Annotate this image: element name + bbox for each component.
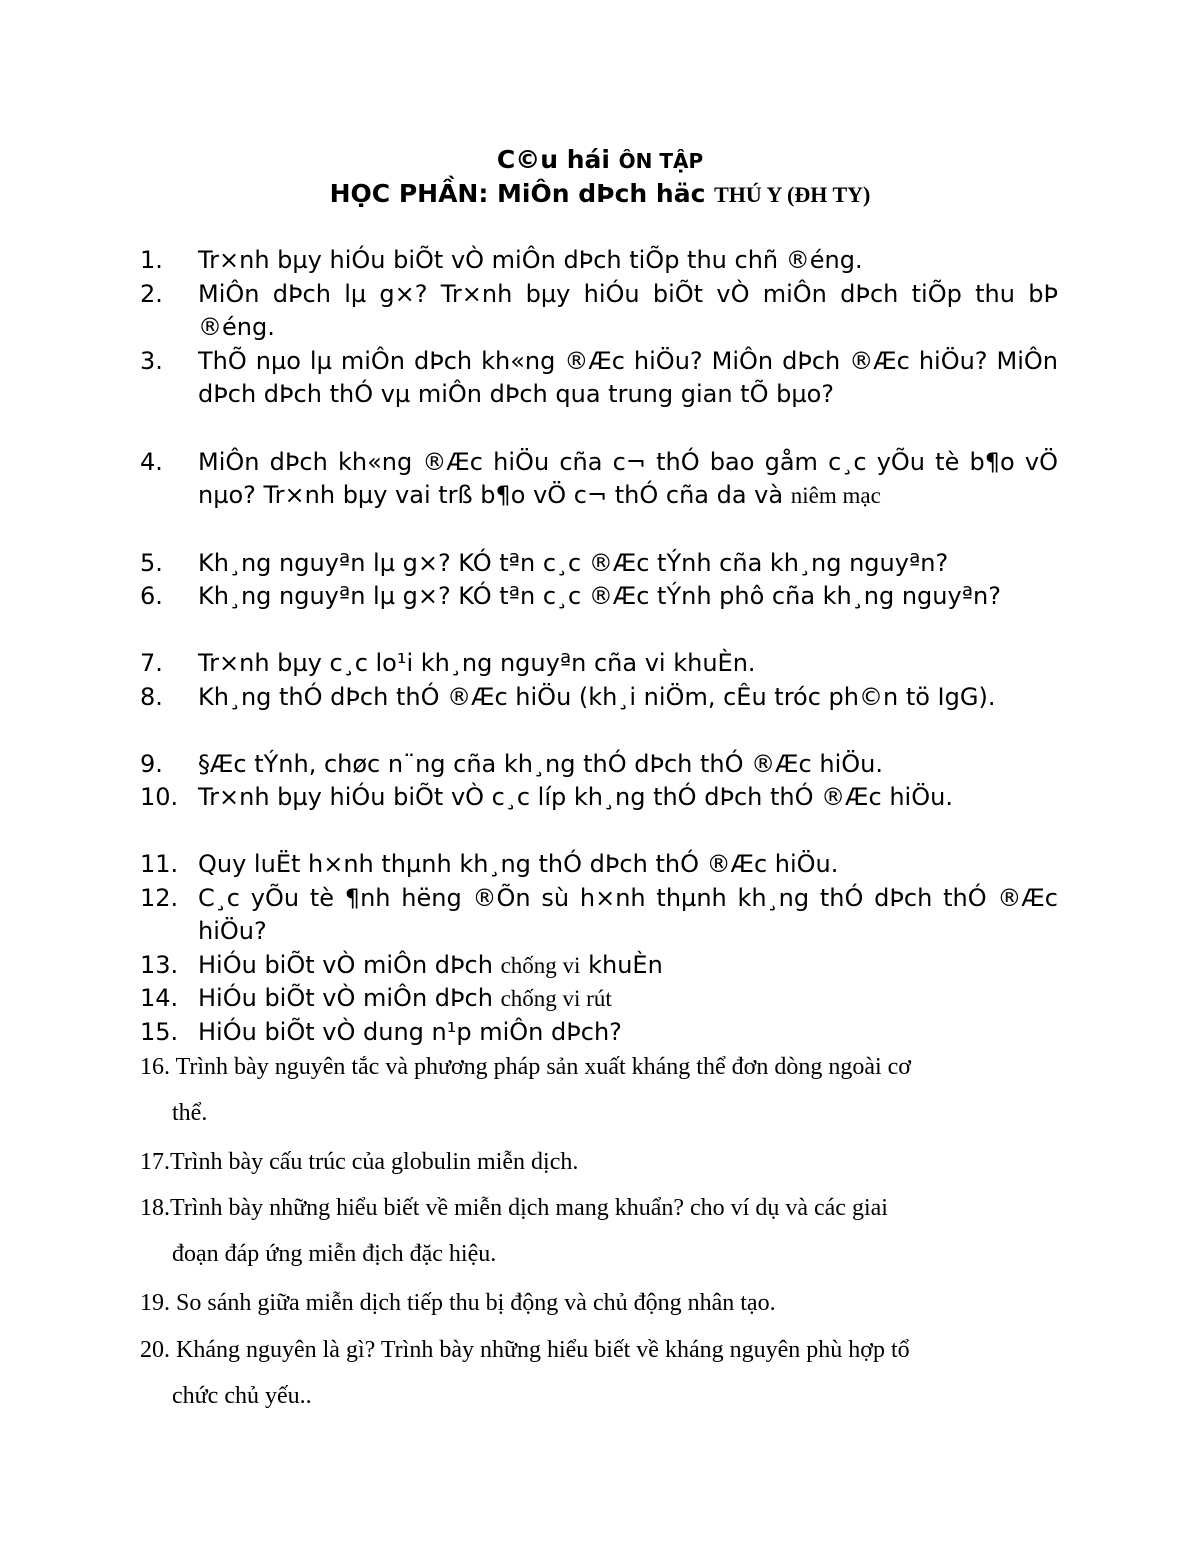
question-number: 4. — [140, 448, 163, 476]
question-item — [140, 848, 1058, 881]
question-text: ThÕ nµo lµ miÔn dÞch kh«ng ®Æc hiÖu? MiÔn dÞch ®Æc hiÖu? MiÔn dÞch dÞch thÓ vµ miÔn dÞch qua trung gian tÕ bµo? — [198, 347, 1058, 408]
question-text: C¸c yÕu tè ¶nh hëng ®Õn sù h×nh thµnh kh¸ng thÓ dÞch thÓ ®Æc hiÖu? — [198, 884, 1058, 945]
question-item — [140, 1327, 1058, 1419]
question-item — [140, 1280, 1058, 1326]
question-text: §Æc tÝnh, chøc n¨ng cña kh¸ng thÓ dÞch thÓ ®Æc hiÖu. — [198, 750, 883, 778]
question-text: Tr×nh bµy hiÓu biÕt vÒ c¸c líp kh¸ng thÓ dÞch thÓ ®Æc hiÖu. — [198, 783, 953, 811]
question-text: MiÔn dÞch kh«ng ®Æc hiÖu cña c¬ thÓ bao gåm c¸c yÕu tè b¶o vÖ nµo? Tr×nh bµy vai trß b¶o vÖ c¬ thÓ cña da và — [198, 448, 1058, 509]
question-text: HiÓu biÕt vÒ miÔn dÞch — [198, 984, 493, 1012]
question-number: 1. — [140, 246, 163, 274]
question-item — [140, 1139, 1058, 1185]
question-number: 2. — [140, 280, 163, 308]
question-item — [140, 982, 1058, 1015]
question-text-cont: chức chủ yếu.. — [172, 1383, 312, 1409]
question-text: Kh¸ng thÓ dÞch thÓ ®Æc hiÖu (kh¸i niÖm, cÊu tróc ph©n tö IgG). — [198, 683, 996, 711]
question-text-serif: chống vi — [500, 953, 581, 978]
question-item — [140, 446, 1058, 512]
question-text-cont: thể. — [172, 1100, 208, 1126]
title-part-a: C©u hái — [496, 145, 610, 174]
course-title — [0, 177, 1200, 212]
question-number: 14. — [140, 984, 179, 1012]
question-number: 8. — [140, 683, 163, 711]
question-text: Trình bày nguyên tắc và phương pháp sản xuất kháng thể đơn dòng ngoài cơ — [175, 1054, 911, 1080]
question-text: Tr×nh bµy c¸c lo¹i kh¸ng nguyªn cña vi khuÈn. — [198, 649, 756, 677]
question-text-serif: niêm mạc — [790, 483, 881, 508]
question-item — [140, 647, 1058, 680]
question-text: Kh¸ng nguyªn lµ g×? KÓ tªn c¸c ®Æc tÝnh cña kh¸ng nguyªn? — [198, 549, 949, 577]
question-text: HiÓu biÕt vÒ miÔn dÞch — [198, 951, 493, 979]
question-item — [140, 580, 1058, 613]
question-number: 5. — [140, 549, 163, 577]
question-text: Trình bày những hiểu biết về miễn dịch mang khuẩn? cho ví dụ và các giai — [170, 1195, 888, 1221]
question-text: MiÔn dÞch lµ g×? Tr×nh bµy hiÓu biÕt vÒ miÔn dÞch tiÕp thu bÞ ®éng. — [198, 280, 1058, 341]
question-number: 12. — [140, 884, 179, 912]
question-number: 13. — [140, 951, 179, 979]
question-text: Trình bày cấu trúc của globulin miễn dịch. — [170, 1149, 579, 1175]
question-item — [140, 278, 1058, 344]
question-number: 20. — [140, 1337, 170, 1363]
question-text: Quy luËt h×nh thµnh kh¸ng thÓ dÞch thÓ ®Æc hiÖu. — [198, 850, 839, 878]
question-item — [140, 949, 1058, 982]
question-number: 9. — [140, 750, 163, 778]
question-number: 17. — [140, 1149, 170, 1175]
question-number: 6. — [140, 582, 163, 610]
question-number: 19. — [140, 1290, 170, 1316]
question-item — [140, 882, 1058, 948]
question-number: 15. — [140, 1018, 179, 1046]
question-text: Kháng nguyên là gì? Trình bày những hiểu biết về kháng nguyên phù hợp tổ — [176, 1337, 910, 1363]
question-text-serif: chống vi rút — [500, 986, 612, 1011]
question-item — [140, 1044, 1058, 1136]
question-number: 18. — [140, 1195, 170, 1221]
question-number: 10. — [140, 783, 179, 811]
question-number: 11. — [140, 850, 179, 878]
question-number: 7. — [140, 649, 163, 677]
question-text: So sánh giữa miễn dịch tiếp thu bị động và chủ động nhân tạo. — [176, 1290, 776, 1316]
question-item — [140, 681, 1058, 714]
question-item — [140, 781, 1058, 814]
question-item — [140, 547, 1058, 580]
question-number: 16. — [140, 1054, 170, 1080]
question-text: HiÓu biÕt vÒ dung n¹p miÔn dÞch? — [198, 1018, 622, 1046]
course-title-part-a: HỌC PHẦN: MiÔn dÞch häc — [329, 179, 706, 208]
question-item — [140, 345, 1058, 411]
question-number: 3. — [140, 347, 163, 375]
course-title-part-b: THÚ Y (ĐH TY) — [714, 182, 871, 207]
question-item — [140, 748, 1058, 781]
question-text: Tr×nh bµy hiÓu biÕt vÒ miÔn dÞch tiÕp thu chñ ®éng. — [198, 246, 863, 274]
question-item — [140, 1185, 1058, 1277]
question-item — [140, 244, 1058, 277]
title-part-b: ÔN TẬP — [618, 149, 704, 173]
question-text: Kh¸ng nguyªn lµ g×? KÓ tªn c¸c ®Æc tÝnh phô cña kh¸ng nguyªn? — [198, 582, 1001, 610]
document-title — [0, 143, 1200, 178]
question-text-tail: khuÈn — [588, 951, 663, 979]
question-text-cont: đoạn đáp ứng miễn địch đặc hiệu. — [172, 1241, 497, 1267]
